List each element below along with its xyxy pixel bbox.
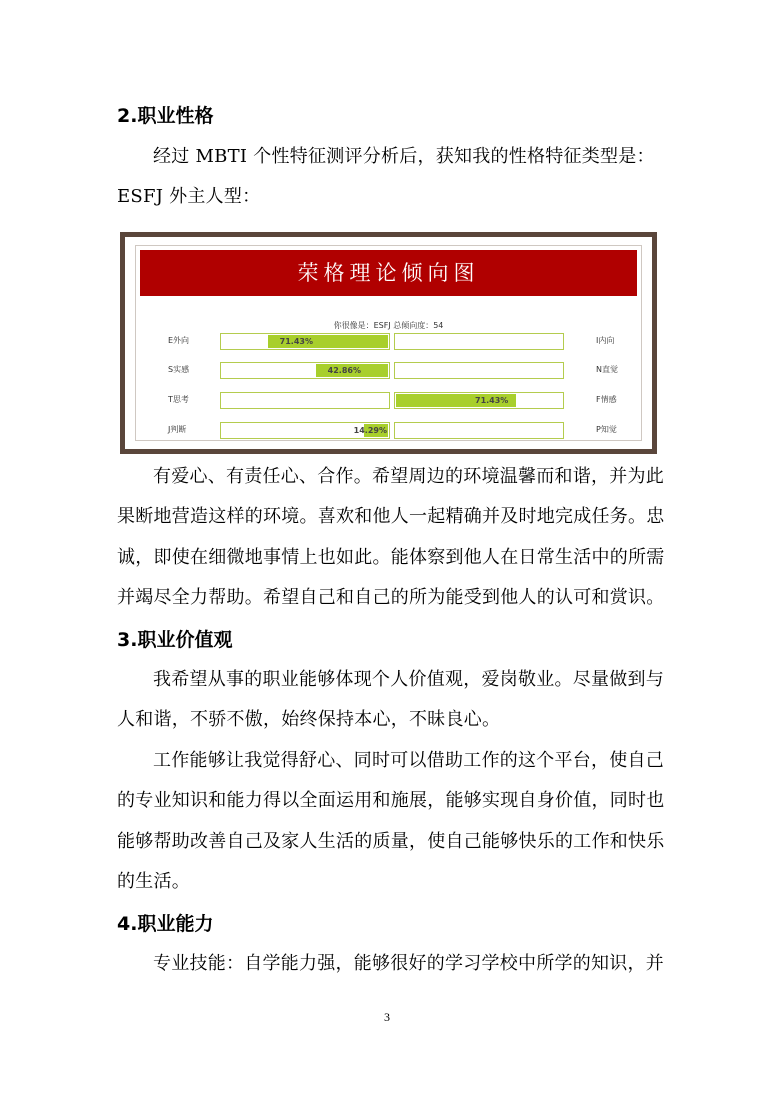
chart-title: 荣格理论倾向图 xyxy=(140,250,637,296)
bar-track-right xyxy=(394,333,564,350)
bar-track-right xyxy=(394,422,564,439)
bar-track-left xyxy=(220,333,390,350)
chart-inner-panel xyxy=(135,245,642,441)
paragraph-line: 并竭尽全力帮助。希望自己和自己的所为能受到他人的认可和赏识。 xyxy=(117,587,665,608)
bar-track-left xyxy=(220,422,390,439)
bar-value-label: 71.43% xyxy=(279,337,313,346)
dimension-right-label: P知觉 xyxy=(596,425,617,434)
bar-value-label: 14.29% xyxy=(353,426,387,435)
dimension-left-label: E外向 xyxy=(168,336,190,345)
page-number: 3 xyxy=(384,1010,390,1024)
paragraph-line: 我希望从事的职业能够体现个人价值观，爱岗敬业。尽量做到与 xyxy=(153,669,664,690)
chart-subtitle: 你很像是：ESFJ 总倾向度：54 xyxy=(333,321,444,330)
paragraph-line: 果断地营造这样的环境。喜欢和他人一起精确并及时地完成任务。忠 xyxy=(117,506,665,527)
bar-value-label: 42.86% xyxy=(327,366,361,375)
paragraph-line: 的生活。 xyxy=(117,871,190,892)
paragraph-line: 经过 MBTI 个性特征测评分析后，获知我的性格特征类型是： xyxy=(153,146,655,167)
paragraph-line: 工作能够让我觉得舒心、同时可以借助工作的这个平台，使自己 xyxy=(153,750,664,771)
dimension-right-label: I内向 xyxy=(596,336,615,345)
dimension-left-label: T思考 xyxy=(168,395,189,404)
paragraph-line: 能够帮助改善自己及家人生活的质量，使自己能够快乐的工作和快乐 xyxy=(117,831,665,852)
paragraph-line: ESFJ 外主人型： xyxy=(117,186,261,207)
paragraph-line: 人和谐，不骄不傲，始终保持本心，不昧良心。 xyxy=(117,709,501,730)
bar-track-right xyxy=(394,392,564,409)
bar-value-label: 71.43% xyxy=(475,396,509,405)
dimension-right-label: N直觉 xyxy=(596,365,618,374)
paragraph-line: 有爱心、有责任心、合作。希望周边的环境温馨而和谐，并为此 xyxy=(153,466,664,487)
section-heading-career-personality: 2.职业性格 xyxy=(117,105,214,127)
jung-tendency-chart xyxy=(120,232,657,454)
section-heading-career-ability: 4.职业能力 xyxy=(117,913,214,935)
bar-track-right xyxy=(394,362,564,379)
dimension-left-label: J判断 xyxy=(168,425,187,434)
section-heading-career-values: 3.职业价值观 xyxy=(117,629,233,651)
dimension-right-label: F情感 xyxy=(596,395,617,404)
bar-track-left xyxy=(220,362,390,379)
paragraph-line: 诚，即使在细微地事情上也如此。能体察到他人在日常生活中的所需 xyxy=(117,547,665,568)
dimension-left-label: S实感 xyxy=(168,365,190,374)
bar-track-left xyxy=(220,392,390,409)
paragraph-line: 的专业知识和能力得以全面运用和施展，能够实现自身价值，同时也 xyxy=(117,790,665,811)
paragraph-line: 专业技能：自学能力强，能够很好的学习学校中所学的知识，并 xyxy=(153,953,664,974)
